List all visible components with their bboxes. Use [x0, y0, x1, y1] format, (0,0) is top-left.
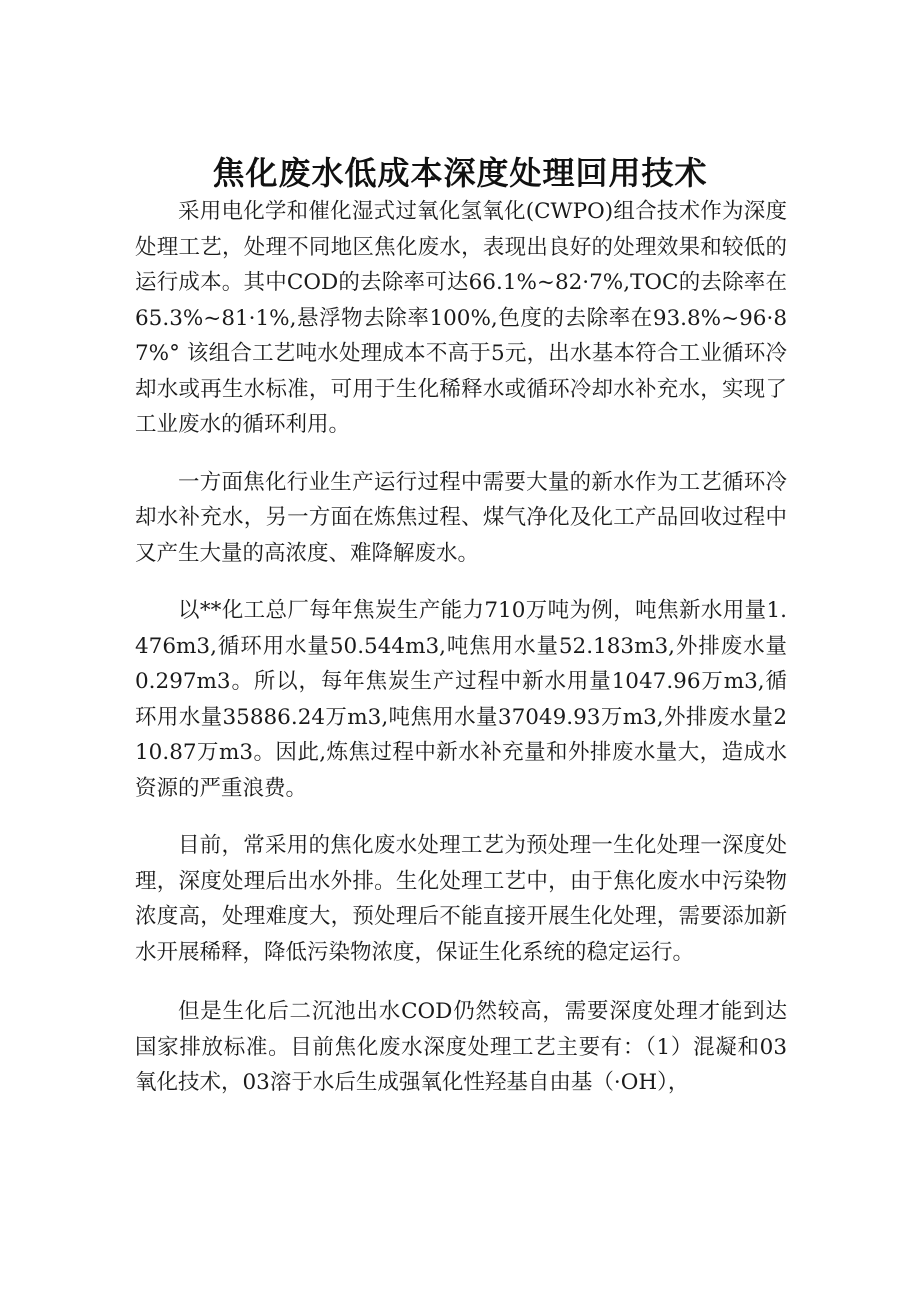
- paragraph-current-process: 目前，常采用的焦化废水处理工艺为预处理一生化处理一深度处理，深度处理后出水外排。生化处理工艺中，由于焦化废水中污染物浓度高，处理难度大，预处理后不能直接开展生化处理，需要添加新水开展稀释，降低污染物浓度，保证生化系统的稳定运行。: [135, 833, 787, 965]
- paragraph-deep-treatment: 但是生化后二沉池出水COD仍然较高，需要深度处理才能到达国家排放标准。目前焦化废水深度处理工艺主要有：（1）混凝和03氧化技术，03溶于水后生成强氧化性羟基自由基（·OH），: [135, 999, 787, 1095]
- document-title: 焦化废水低成本深度处理回用技术: [212, 154, 708, 193]
- paragraph-cwpo-technology: 采用电化学和催化湿式过氧化氢氧化(CWPO)组合技术作为深度处理工艺，处理不同地区焦化废水，表现出良好的处理效果和较低的运行成本。其中COD的去除率可达66.1%~82·7%,TOC的去除率在65.3%~81·1%,悬浮物去除率100%,色度的去除率在93.8%~96·87%° 该组合工艺吨水处理成本不高于5元，出水基本符合工业循环冷却水或再生水标准，可用于生化稀释水或循环冷却水补充水，实现了工业废水的循环利用。: [135, 199, 787, 437]
- paragraph-water-usage-example: 以**化工总厂每年焦炭生产能力710万吨为例，吨焦新水用量1.476m3,循环用水量50.544m3,吨焦用水量52.183m3,外排废水量0.297m3。所以，每年焦炭生产过程中新水用量1047.96万m3,循环用水量35886.24万m3,吨焦用水量37049.93万m3,外排废水量210.87万m3。因此,炼焦过程中新水补充量和外排废水量大，造成水资源的严重浪费。: [135, 598, 787, 801]
- document-body: [135, 194, 787, 1119]
- paragraph-water-demand: 一方面焦化行业生产运行过程中需要大量的新水作为工艺循环冷却水补充水，另一方面在炼焦过程、煤气净化及化工产品回收过程中又产生大量的高浓度、难降解废水。: [135, 469, 787, 566]
